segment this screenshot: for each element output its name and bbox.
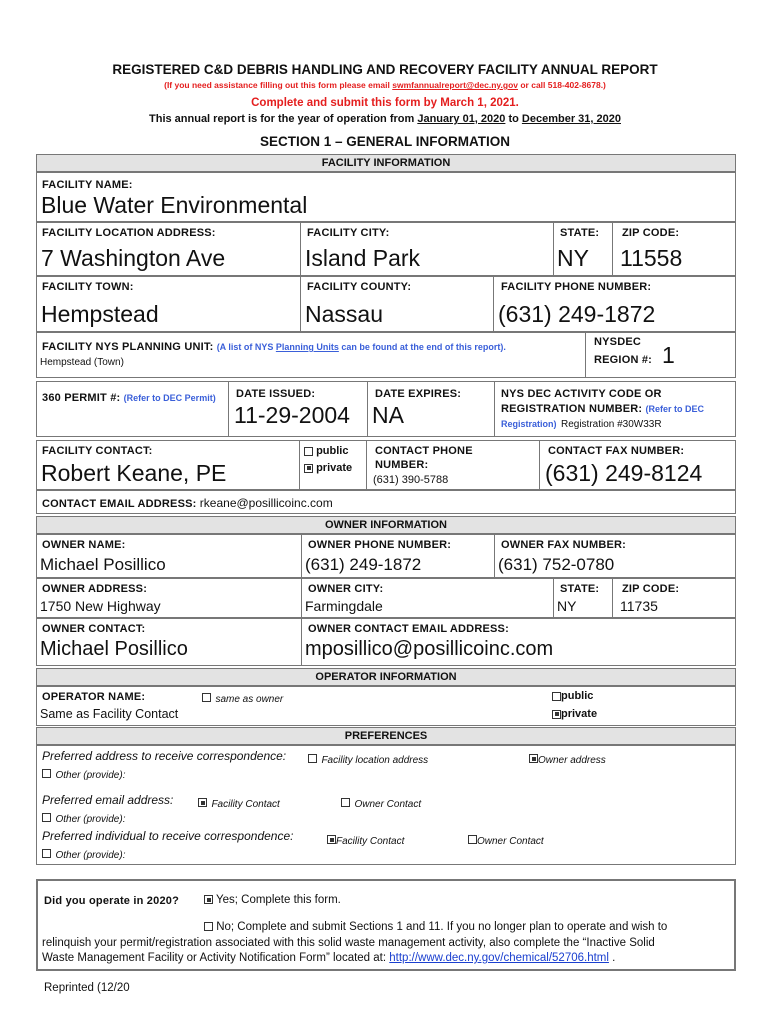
- operator-public-label: public: [561, 690, 594, 702]
- contact-private-checkbox[interactable]: [304, 464, 313, 473]
- pref-address-other-checkbox[interactable]: [42, 769, 51, 778]
- pref-individual-question: Preferred individual to receive correspondence:: [42, 829, 294, 843]
- pref-email-other-option[interactable]: [42, 809, 125, 827]
- operator-private-checkbox[interactable]: [552, 710, 561, 719]
- facility-phone-field[interactable]: (631) 249-1872: [498, 301, 656, 327]
- facility-state-label: STATE:: [560, 227, 600, 239]
- footer-reprinted: Reprinted (12/20: [44, 982, 130, 994]
- pref-address-owner-option[interactable]: [529, 750, 606, 768]
- contact-public-checkbox[interactable]: [304, 447, 313, 456]
- pref-individual-facility-label: Facility Contact: [336, 836, 405, 847]
- owner-zip-field[interactable]: 11735: [620, 598, 658, 614]
- assist-pre: (If you need assistance filling out this form please email: [164, 80, 393, 90]
- pref-email-question: Preferred email address:: [42, 793, 174, 807]
- owner-email-field[interactable]: mposillico@posillicoinc.com: [305, 638, 554, 660]
- pref-email-facility-label: Facility Contact: [211, 799, 280, 810]
- pref-address-question: Preferred address to receive correspondence:: [42, 749, 287, 763]
- period-end: December 31, 2020: [521, 113, 621, 125]
- planning-note-pre: (A list of NYS: [216, 342, 276, 352]
- facility-county-label: FACILITY COUNTY:: [307, 281, 412, 293]
- activity-label: NYS DEC ACTIVITY CODE OR REGISTRATION NUMBER:: [501, 388, 662, 415]
- activity-label-block: [501, 386, 733, 432]
- facility-city-field[interactable]: Island Park: [305, 245, 421, 271]
- pref-email-facility-option[interactable]: [198, 794, 280, 812]
- operate-yes-label: Yes; Complete this form.: [216, 894, 341, 906]
- owner-phone-field[interactable]: (631) 249-1872: [305, 555, 422, 574]
- contact-private-option[interactable]: [304, 462, 352, 474]
- permit-label-block: [42, 388, 222, 406]
- operate-yes-option[interactable]: [204, 894, 341, 906]
- preferences-band: PREFERENCES: [36, 727, 736, 745]
- assistance-note: [0, 80, 770, 90]
- pref-email-owner-checkbox[interactable]: [341, 798, 350, 807]
- contact-fax-label: CONTACT FAX NUMBER:: [548, 445, 685, 457]
- facility-address-field[interactable]: 7 Washington Ave: [41, 245, 226, 271]
- pref-individual-other-checkbox[interactable]: [42, 849, 51, 858]
- planning-units-link[interactable]: Planning Units: [275, 342, 339, 352]
- deadline-note: Complete and submit this form by March 1, 2021.: [251, 97, 519, 109]
- facility-zip-label: ZIP CODE:: [622, 227, 680, 239]
- assist-email-link[interactable]: swmfannualreport@dec.ny.gov: [392, 80, 518, 90]
- period-start: January 01, 2020: [417, 113, 506, 125]
- pref-address-other-option[interactable]: [42, 765, 125, 783]
- facility-contact-field[interactable]: Robert Keane, PE: [41, 460, 227, 486]
- operator-private-option[interactable]: [552, 708, 597, 720]
- facility-zip-field[interactable]: 11558: [620, 245, 683, 271]
- operate-no-line3-pre: Waste Management Facility or Activity Notification Form” located at:: [42, 952, 390, 964]
- contact-public-label: public: [316, 445, 349, 457]
- owner-state-field[interactable]: NY: [557, 598, 577, 614]
- owner-address-field[interactable]: 1750 New Highway: [40, 598, 161, 614]
- owner-fax-label: OWNER FAX NUMBER:: [501, 539, 627, 551]
- inactive-form-link[interactable]: http://www.dec.ny.gov/chemical/52706.html: [389, 952, 609, 964]
- owner-name-label: OWNER NAME:: [42, 539, 126, 551]
- region-label: REGION #:: [594, 354, 653, 366]
- operator-name-field[interactable]: Same as Facility Contact: [40, 707, 179, 721]
- facility-name-field[interactable]: Blue Water Environmental: [41, 192, 308, 218]
- contact-private-label: private: [316, 462, 353, 474]
- operate-yes-checkbox[interactable]: [204, 895, 213, 904]
- facility-name-label: FACILITY NAME:: [42, 179, 133, 191]
- operate-no-label: No; Complete and submit Sections 1 and 11. If you no longer plan to operate and wish to: [216, 921, 668, 933]
- facility-contact-label: FACILITY CONTACT:: [42, 445, 153, 457]
- operator-name-label: OPERATOR NAME:: [42, 691, 146, 703]
- facility-phone-label: FACILITY PHONE NUMBER:: [501, 281, 652, 293]
- owner-zip-label: ZIP CODE:: [622, 583, 680, 595]
- pref-address-other-label: Other (provide):: [55, 770, 126, 781]
- form-title: REGISTERED C&D DEBRIS HANDLING AND RECOVERY FACILITY ANNUAL REPORT: [112, 62, 658, 77]
- owner-band: OWNER INFORMATION: [36, 516, 736, 534]
- operate-no-line3-post: .: [608, 952, 616, 964]
- pref-address-facility-label: Facility location address: [321, 755, 429, 766]
- pref-email-other-label: Other (provide):: [55, 814, 126, 825]
- facility-county-field[interactable]: Nassau: [305, 301, 383, 327]
- facility-town-field[interactable]: Hempstead: [41, 301, 159, 327]
- assist-post: or call 518-402-8678.): [518, 80, 606, 90]
- owner-state-label: STATE:: [560, 583, 600, 595]
- pref-individual-owner-option[interactable]: [468, 831, 544, 849]
- pref-individual-owner-checkbox[interactable]: [468, 835, 477, 844]
- expires-field[interactable]: NA: [372, 402, 404, 428]
- operator-same-checkbox[interactable]: [202, 693, 211, 702]
- owner-phone-label: OWNER PHONE NUMBER:: [308, 539, 452, 551]
- period-pre: This annual report is for the year of operation from: [149, 113, 418, 125]
- planning-label-line: [42, 337, 506, 355]
- pref-address-owner-label: Owner address: [538, 755, 606, 766]
- pref-email-facility-checkbox[interactable]: [198, 798, 207, 807]
- owner-email-label: OWNER CONTACT EMAIL ADDRESS:: [308, 623, 509, 635]
- owner-contact-label: OWNER CONTACT:: [42, 623, 146, 635]
- planning-note-post: can be found at the end of this report).: [338, 342, 506, 352]
- operator-band: OPERATOR INFORMATION: [36, 668, 736, 686]
- planning-unit-field[interactable]: Hempstead (Town): [40, 357, 124, 368]
- owner-fax-field[interactable]: (631) 752-0780: [498, 555, 615, 574]
- issued-field[interactable]: 11-29-2004: [234, 402, 350, 428]
- pref-address-owner-checkbox[interactable]: [529, 754, 538, 763]
- owner-city-field[interactable]: Farmingdale: [305, 598, 383, 614]
- operator-same-label: same as owner: [215, 694, 284, 705]
- activity-field[interactable]: Registration #30W33R: [560, 419, 662, 430]
- facility-town-label: FACILITY TOWN:: [42, 281, 134, 293]
- section-title: SECTION 1 – GENERAL INFORMATION: [259, 134, 511, 149]
- report-period: [0, 113, 770, 125]
- operator-public-option[interactable]: [552, 690, 593, 702]
- owner-city-label: OWNER CITY:: [308, 583, 384, 595]
- contact-email-field[interactable]: rkeane@posillicoinc.com: [199, 496, 333, 510]
- pref-email-owner-label: Owner Contact: [354, 799, 422, 810]
- contact-email-label: CONTACT EMAIL ADDRESS:: [42, 498, 200, 510]
- operate-question: Did you operate in 2020?: [44, 895, 180, 907]
- operator-private-label: private: [561, 708, 598, 720]
- contact-fax-field[interactable]: (631) 249-8124: [545, 460, 703, 486]
- pref-individual-owner-label: Owner Contact: [477, 836, 544, 847]
- pref-individual-facility-option[interactable]: [327, 831, 404, 849]
- owner-address-label: OWNER ADDRESS:: [42, 583, 148, 595]
- facility-state-field[interactable]: NY: [557, 245, 589, 271]
- owner-name-field[interactable]: Michael Posillico: [40, 555, 166, 574]
- contact-public-option[interactable]: [304, 445, 348, 457]
- pref-email-owner-option[interactable]: [341, 794, 421, 812]
- owner-contact-field[interactable]: Michael Posillico: [40, 638, 188, 660]
- facility-band: FACILITY INFORMATION: [36, 154, 736, 172]
- pref-address-facility-option[interactable]: [308, 750, 428, 768]
- nysdec-label: NYSDEC: [594, 336, 642, 348]
- activity-note: (Refer to DEC Registration): [501, 404, 705, 429]
- issued-label: DATE ISSUED:: [236, 388, 316, 400]
- permit-note: (Refer to DEC Permit): [123, 393, 216, 403]
- operate-no-line3: [42, 952, 615, 964]
- operate-no-line2: relinquish your permit/registration associated with this solid waste management activity, also complete the “Inactive Solid: [42, 937, 655, 949]
- region-field[interactable]: 1: [662, 342, 675, 368]
- pref-individual-other-label: Other (provide):: [55, 850, 126, 861]
- pref-individual-other-option[interactable]: [42, 845, 125, 863]
- contact-phone-label: CONTACT PHONE NUMBER:: [375, 445, 473, 471]
- operate-no-checkbox[interactable]: [204, 922, 213, 931]
- period-mid: to: [505, 113, 522, 125]
- permit-label: 360 PERMIT #:: [42, 392, 124, 404]
- operator-public-checkbox[interactable]: [552, 692, 561, 701]
- planning-label: FACILITY NYS PLANNING UNIT:: [42, 341, 217, 353]
- expires-label: DATE EXPIRES:: [375, 388, 462, 400]
- facility-address-label: FACILITY LOCATION ADDRESS:: [42, 227, 216, 239]
- operate-no-option[interactable]: [204, 921, 667, 933]
- pref-individual-facility-checkbox[interactable]: [327, 835, 336, 844]
- contact-email-line: [42, 494, 333, 512]
- facility-city-label: FACILITY CITY:: [307, 227, 390, 239]
- contact-phone-field[interactable]: (631) 390-5788: [373, 474, 449, 486]
- pref-email-other-checkbox[interactable]: [42, 813, 51, 822]
- operator-same-option[interactable]: [202, 689, 283, 707]
- pref-address-facility-checkbox[interactable]: [308, 754, 317, 763]
